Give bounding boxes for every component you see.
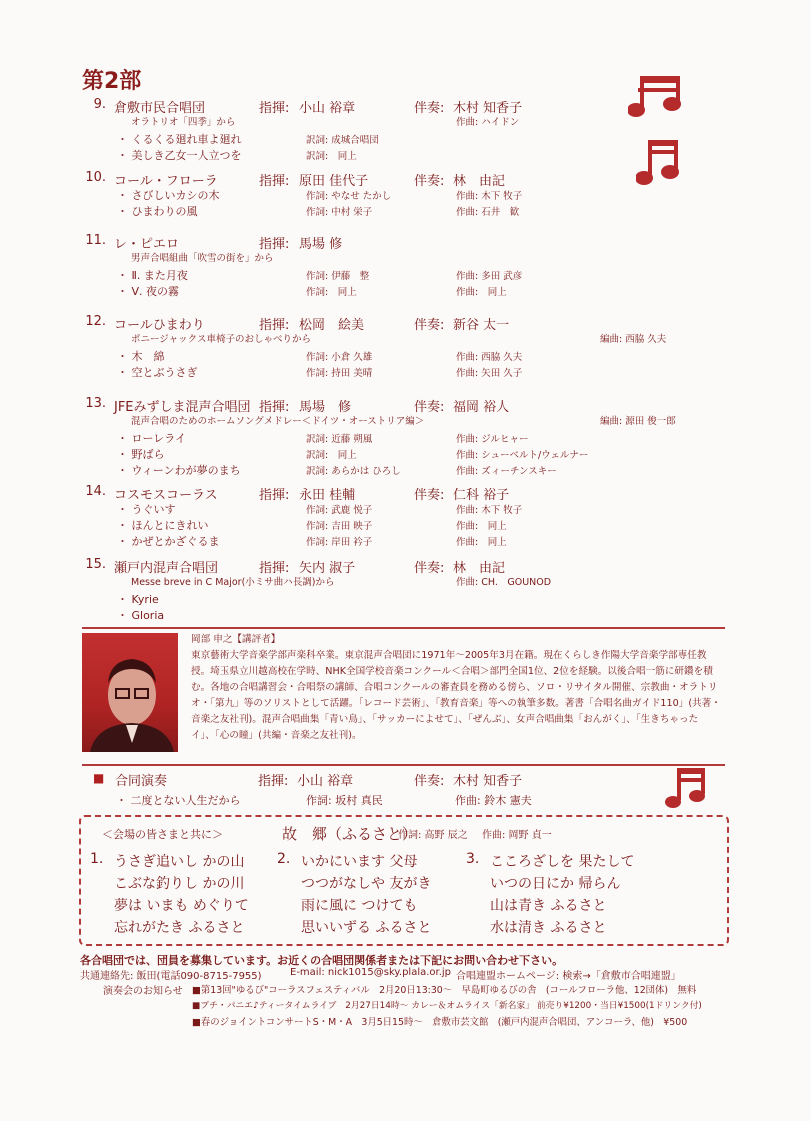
email-text: E-mail: nick1015@sky.plala.or.jp: [290, 967, 452, 978]
entry-number: 14.: [85, 484, 106, 499]
song-lyricist: 作詞: 小倉 久雄: [306, 352, 373, 363]
song-lyricist: 訳詞: あらかは ひろし: [306, 466, 401, 477]
joint-song: ・ 二度とない人生だから: [116, 794, 241, 807]
group-name: コールひまわり: [114, 318, 205, 333]
group-name: 瀬戸内混声合唱団: [114, 561, 219, 576]
conductor-name: 馬場 修: [299, 400, 352, 415]
entry-number: 15.: [85, 557, 106, 572]
conductor-name: 松岡 絵美: [299, 318, 365, 333]
verse-line: つつがなしや 友がき: [301, 876, 432, 892]
song-lyricist: 作詞: 持田 美晴: [306, 368, 373, 379]
song-composer: 作曲: 多田 武彦: [456, 271, 523, 282]
conductor-label: 指揮:: [259, 101, 290, 116]
song-lyricist: 作詞: 中村 栄子: [306, 207, 373, 218]
entry-number: 10.: [85, 170, 106, 185]
song-composer: 作曲: 木下 牧子: [456, 505, 523, 516]
song-composer: 作曲: 西脇 久夫: [456, 352, 523, 363]
song-lyricist: 作詞: 吉田 映子: [306, 521, 373, 532]
song-title: ・ さびしいカシの木: [117, 189, 220, 202]
joint-conductor: 小山 裕章: [297, 774, 354, 789]
lecturer-bio: [191, 632, 721, 744]
song-lyricist: 訳詞: 同上: [306, 151, 357, 162]
song-title: ・ ウィーンわが夢のまち: [117, 464, 241, 477]
verse-line: 思いいずる ふるさと: [301, 920, 432, 936]
group-name: JFEみずしま混声合唱団: [114, 400, 251, 415]
homepage-text: 合唱連盟ホームページ: 検索→「倉敷市合唱連盟」: [456, 971, 681, 982]
lecturer-photo: [82, 633, 178, 752]
song-lyricist: 作詞: やなせ たかし: [306, 191, 392, 202]
work-title: 男声合唱組曲「吹雪の街を」から: [131, 253, 274, 264]
conductor-label: 指揮:: [259, 561, 290, 576]
divider: [82, 627, 725, 629]
verse-line: 雨に風に つけても: [301, 898, 418, 914]
song-lyricist: 作詞: 伊藤 整: [306, 271, 370, 282]
conductor-label: 指揮:: [259, 318, 290, 333]
song-composer: 作曲: シューベルト/ウェルナー: [456, 450, 589, 461]
group-name: コスモスコーラス: [114, 488, 218, 503]
song-title: ・ 野ばら: [117, 448, 165, 461]
notice-item: ■第13回"ゆるび"コーラスフェスティバル 2月20日13:30～ 早島町ゆるびの舎 (コールフローラ他、12団体) 無料: [192, 985, 697, 996]
song-title: ・ 美しき乙女一人立つを: [117, 149, 242, 162]
work-title: オラトリオ「四季」から: [131, 117, 236, 128]
verse-line: こころざしを 果たして: [490, 854, 635, 870]
conductor-label: 指揮:: [259, 400, 290, 415]
song-composer: 作曲: 矢田 久子: [456, 368, 523, 379]
contact-text: 共通連絡先: 飯田(電話090-8715-7955): [80, 971, 262, 982]
work-credit: 作曲: ハイドン: [456, 117, 520, 128]
part-title: 第2部: [82, 69, 142, 94]
furusato-intro: ＜会場の皆さまと共に＞: [102, 828, 223, 841]
song-lyricist: 訳詞: 成城合唱団: [306, 135, 379, 146]
accompanist-label: 伴奏:: [414, 488, 445, 503]
conductor-name: 小山 裕章: [299, 101, 356, 116]
song-composer: 作曲: ズィーチンスキー: [456, 466, 557, 477]
group-name: レ・ピエロ: [114, 237, 180, 252]
accompanist-label: 伴奏:: [414, 400, 445, 415]
verse-line: いつの日にか 帰らん: [490, 876, 621, 892]
song-composer: 作曲: 同上: [456, 287, 507, 298]
recruit-text: 各合唱団では、団員を募集しています。お近くの合唱団関係者または下記にお問い合わせ下さい。: [80, 954, 564, 967]
conductor-label: 指揮:: [259, 488, 290, 503]
verse-line: 忘れがたき ふるさと: [114, 920, 245, 936]
furusato-title: 故 郷（ふるさと）: [282, 825, 418, 843]
verse-line: こぶな釣りし かの川: [114, 876, 245, 892]
divider: [82, 764, 725, 766]
song-lyricist: 作詞: 岸田 衿子: [306, 537, 373, 548]
entry-number: 9.: [93, 97, 106, 112]
verse-number: 1.: [90, 851, 104, 867]
notice-item: ■春のジョイントコンサートS・M・A 3月5日15時～ 倉敷市芸文館 (瀬戸内混声合唱団、アンコーラ、他) ¥500: [192, 1017, 688, 1028]
song-lyricist: 作詞: 同上: [306, 287, 357, 298]
song-title: ・ かぜとかざぐるま: [117, 535, 220, 548]
work-title: 混声合唱のためのホームソングメドレー＜ドイツ・オーストリア編＞: [131, 416, 425, 427]
lecturer-name: 岡部 申之【講評者】: [191, 634, 281, 645]
verse-line: うさぎ追いし かの山: [114, 854, 245, 870]
song-title: ・ Gloria: [117, 609, 165, 622]
group-name: コール・フローラ: [114, 174, 218, 189]
song-title: ・ Ⅱ. また月夜: [117, 269, 188, 282]
furusato-composer: 作曲: 岡野 貞一: [482, 830, 552, 841]
music-note-icon: [628, 70, 688, 120]
furusato-lyricist: 作詞: 高野 辰之: [398, 830, 468, 841]
work-title: Messe breve in C Major(小ミサ曲ハ長調)から: [131, 577, 335, 588]
verse-number: 2.: [277, 851, 291, 867]
song-composer: 作曲: ジルヒャー: [456, 434, 529, 445]
joint-conductor-label: 指揮:: [258, 774, 289, 789]
conductor-label: 指揮:: [259, 174, 290, 189]
joint-lyricist: 作詞: 坂村 真民: [306, 794, 383, 807]
accompanist-name: 仁科 裕子: [453, 488, 510, 503]
song-title: ・ 木 綿: [117, 350, 165, 363]
accompanist-label: 伴奏:: [414, 561, 445, 576]
song-composer: 作曲: 木下 牧子: [456, 191, 523, 202]
song-title: ・ Ⅴ. 夜の霧: [117, 285, 180, 298]
verse-number: 3.: [466, 851, 480, 867]
verse-line: 夢は いまも めぐりて: [114, 898, 249, 914]
song-title: ・ Kyrie: [117, 593, 159, 606]
notice-label: 演奏会のお知らせ: [103, 986, 183, 997]
verse-line: 水は清き ふるさと: [490, 920, 607, 936]
song-composer: 作曲: 同上: [456, 521, 507, 532]
entry-number: 11.: [85, 233, 106, 248]
conductor-name: 矢内 淑子: [299, 561, 356, 576]
accompanist-name: 福岡 裕人: [453, 400, 510, 415]
accompanist-name: 林 由記: [453, 561, 506, 576]
accompanist-label: 伴奏:: [414, 318, 445, 333]
accompanist-name: 新谷 太一: [453, 318, 510, 333]
accompanist-name: 林 由記: [453, 174, 506, 189]
music-note-icon: [665, 764, 711, 814]
music-note-icon: [636, 136, 686, 192]
conductor-name: 原田 佳代子: [299, 174, 369, 189]
work-credit: 編曲: 西脇 久夫: [600, 334, 667, 345]
song-composer: 作曲: 石井 歓: [456, 207, 520, 218]
song-title: ・ ローレライ: [117, 432, 186, 445]
song-title: ・ うぐいす: [117, 503, 176, 516]
accompanist-label: 伴奏:: [414, 101, 445, 116]
conductor-name: 馬場 修: [299, 237, 343, 252]
song-lyricist: 訳詞: 同上: [306, 450, 357, 461]
work-title: ポニージャックス車椅子のおしゃべりから: [131, 334, 312, 345]
song-title: ・ ひまわりの風: [117, 205, 198, 218]
accompanist-name: 木村 知香子: [453, 101, 523, 116]
lecturer-text: 東京藝術大学音楽学部声楽科卒業。東京混声合唱団に1971年～2005年3月在籍。現在くらしき作陽大学音楽学部専任教授。埼玉県立川越高校在学時、NHK全国学校音楽コンクール＜合唱＞部門全国1位、2位を経験。以後合唱一筋に研鑽を積む。各地の合唱講習会・合唱祭の講師、合唱コンクールの審査員を務める傍ら、ソロ・リサイタル開催、宗教曲・オラトリオ・「第九」等のソリストとして活躍。「レコード芸術」、「教育音楽」等への執筆多数。著書「合唱名曲ガイド110」(共著・音楽之友社刊)。混声合唱曲集「青い鳥」、「サッカーによせて」、「ぜんぶ」、女声合唱曲集「おんがく」、「生きちゃったイ」、「心の瞳」(共編・音楽之友社刊)。: [191, 650, 721, 741]
work-credit: 編曲: 源田 俊一郎: [600, 416, 676, 427]
group-name: 倉敷市民合唱団: [114, 101, 206, 116]
verse-line: いかにいます 父母: [301, 854, 418, 870]
song-composer: 作曲: 同上: [456, 537, 507, 548]
joint-marker: ■: [93, 771, 105, 785]
song-lyricist: 訳詞: 近藤 朔風: [306, 434, 373, 445]
joint-accompanist: 木村 知香子: [453, 774, 523, 789]
joint-accompanist-label: 伴奏:: [414, 774, 445, 789]
song-title: ・ ほんとにきれい: [117, 519, 209, 532]
song-title: ・ くるくる廻れ車よ廻れ: [117, 133, 242, 146]
work-credit: 作曲: CH. GOUNOD: [456, 577, 552, 588]
joint-composer: 作曲: 鈴木 憲夫: [455, 794, 532, 807]
song-title: ・ 空とぶうさぎ: [117, 366, 198, 379]
notice-item: ■プチ・パニエ♪ティータイムライブ 2月27日14時～ カレー＆オムライス「新名家」 前売り¥1200・当日¥1500(1ドリンク付): [192, 1001, 702, 1011]
conductor-name: 永田 桂輔: [299, 488, 356, 503]
entry-number: 13.: [85, 396, 106, 411]
song-lyricist: 作詞: 武鹿 悦子: [306, 505, 373, 516]
joint-title: 合同演奏: [115, 774, 168, 789]
entry-number: 12.: [85, 314, 106, 329]
verse-line: 山は青き ふるさと: [490, 898, 607, 914]
accompanist-label: 伴奏:: [414, 174, 445, 189]
conductor-label: 指揮:: [259, 237, 290, 252]
